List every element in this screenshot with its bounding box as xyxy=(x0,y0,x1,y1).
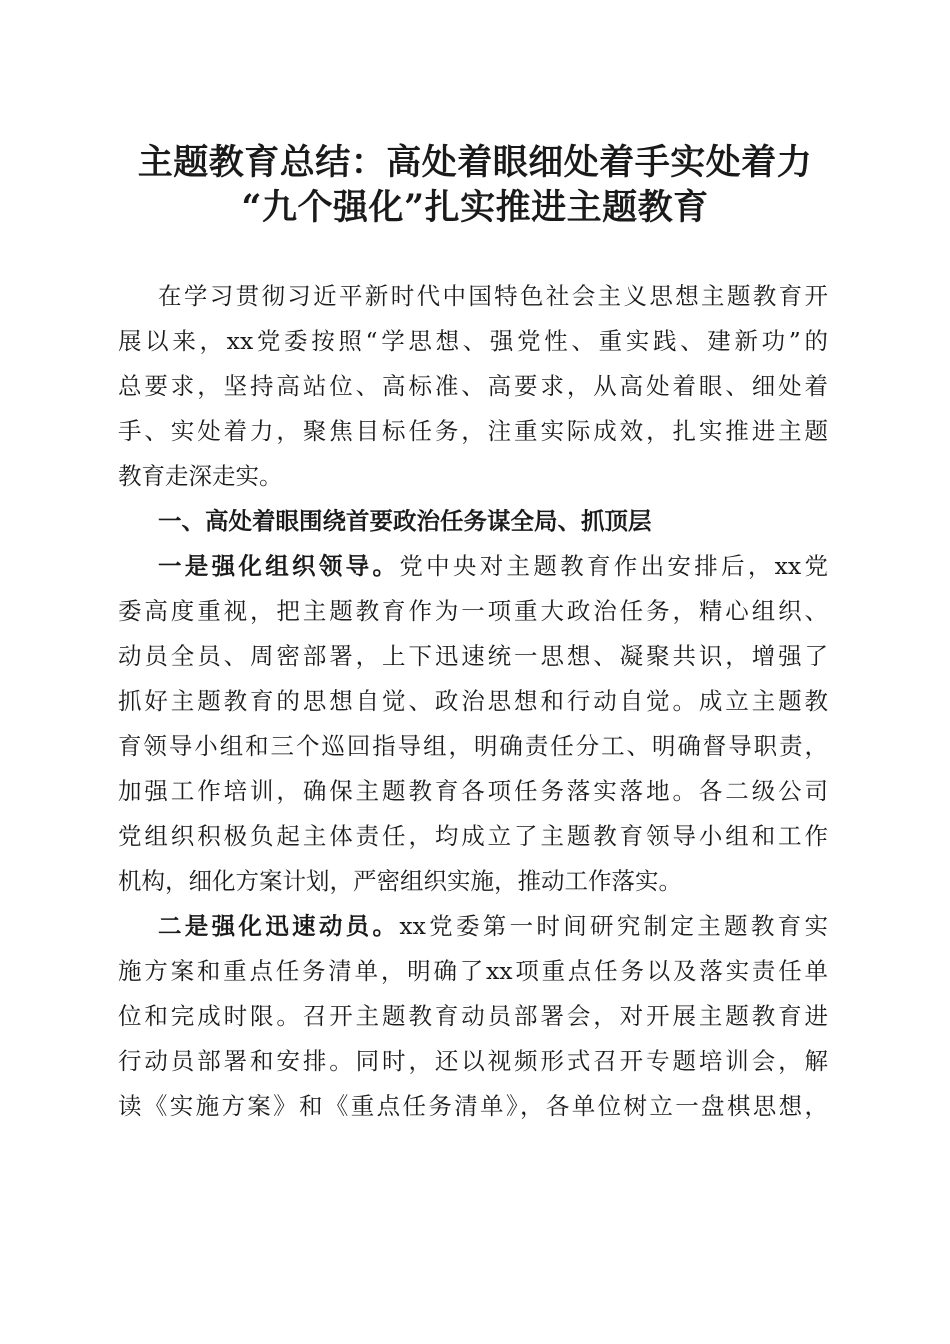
document-title-line-1: 主题教育总结：高处着眼细处着手实处着力 xyxy=(137,142,813,183)
intro-line: 在学习贯彻习近平新时代中国特色社会主义思想主题教育开 xyxy=(158,282,828,310)
paragraph-1-line: 委高度重视，把主题教育作为一项重大政治任务，精心组织、 xyxy=(118,597,828,625)
paragraph-2-first-rest: xx党委第一时间研究制定主题教育实 xyxy=(399,912,828,940)
paragraph-2-line: 行动员部署和安排。同时，还以视频形式召开专题培训会，解 xyxy=(118,1047,828,1075)
paragraph-1-first-line xyxy=(158,544,828,589)
section-heading: 一、高处着眼围绕首要政治任务谋全局、抓顶层 xyxy=(158,507,652,535)
document-title-line-2: “九个强化”扎实推进主题教育 xyxy=(241,187,709,228)
paragraph-1-line: 动员全员、周密部署，上下迅速统一思想、凝聚共识，增强了 xyxy=(118,642,828,670)
paragraph-2-line: 读《实施方案》和《重点任务清单》，各单位树立一盘棋思想， xyxy=(118,1092,828,1120)
paragraph-1-line: 加强工作培训，确保主题教育各项任务落实落地。各二级公司 xyxy=(118,777,828,805)
paragraph-1-lead: 一是强化组织领导。 xyxy=(158,552,400,580)
paragraph-1-line: 机构，细化方案计划，严密组织实施，推动工作落实。 xyxy=(118,867,682,895)
intro-line: 展以来，xx党委按照“学思想、强党性、重实践、建新功”的 xyxy=(118,327,828,355)
intro-line: 教育走深走实。 xyxy=(118,462,283,490)
paragraph-1-line: 育领导小组和三个巡回指导组，明确责任分工、明确督导职责， xyxy=(118,732,828,760)
paragraph-1-line: 党组织积极负起主体责任，均成立了主题教育领导小组和工作 xyxy=(118,822,828,850)
paragraph-2-lead: 二是强化迅速动员。 xyxy=(158,912,400,940)
paragraph-2-line: 位和完成时限。召开主题教育动员部署会，对开展主题教育进 xyxy=(118,1002,828,1030)
paragraph-1-first-rest: 党中央对主题教育作出安排后，xx党 xyxy=(399,552,828,580)
paragraph-2-first-line xyxy=(158,904,828,949)
intro-line: 手、实处着力，聚焦目标任务，注重实际成效，扎实推进主题 xyxy=(118,417,828,445)
paragraph-2-line: 施方案和重点任务清单，明确了xx项重点任务以及落实责任单 xyxy=(118,957,828,985)
intro-line: 总要求，坚持高站位、高标准、高要求，从高处着眼、细处着 xyxy=(118,372,828,400)
paragraph-1-line: 抓好主题教育的思想自觉、政治思想和行动自觉。成立主题教 xyxy=(118,687,828,715)
